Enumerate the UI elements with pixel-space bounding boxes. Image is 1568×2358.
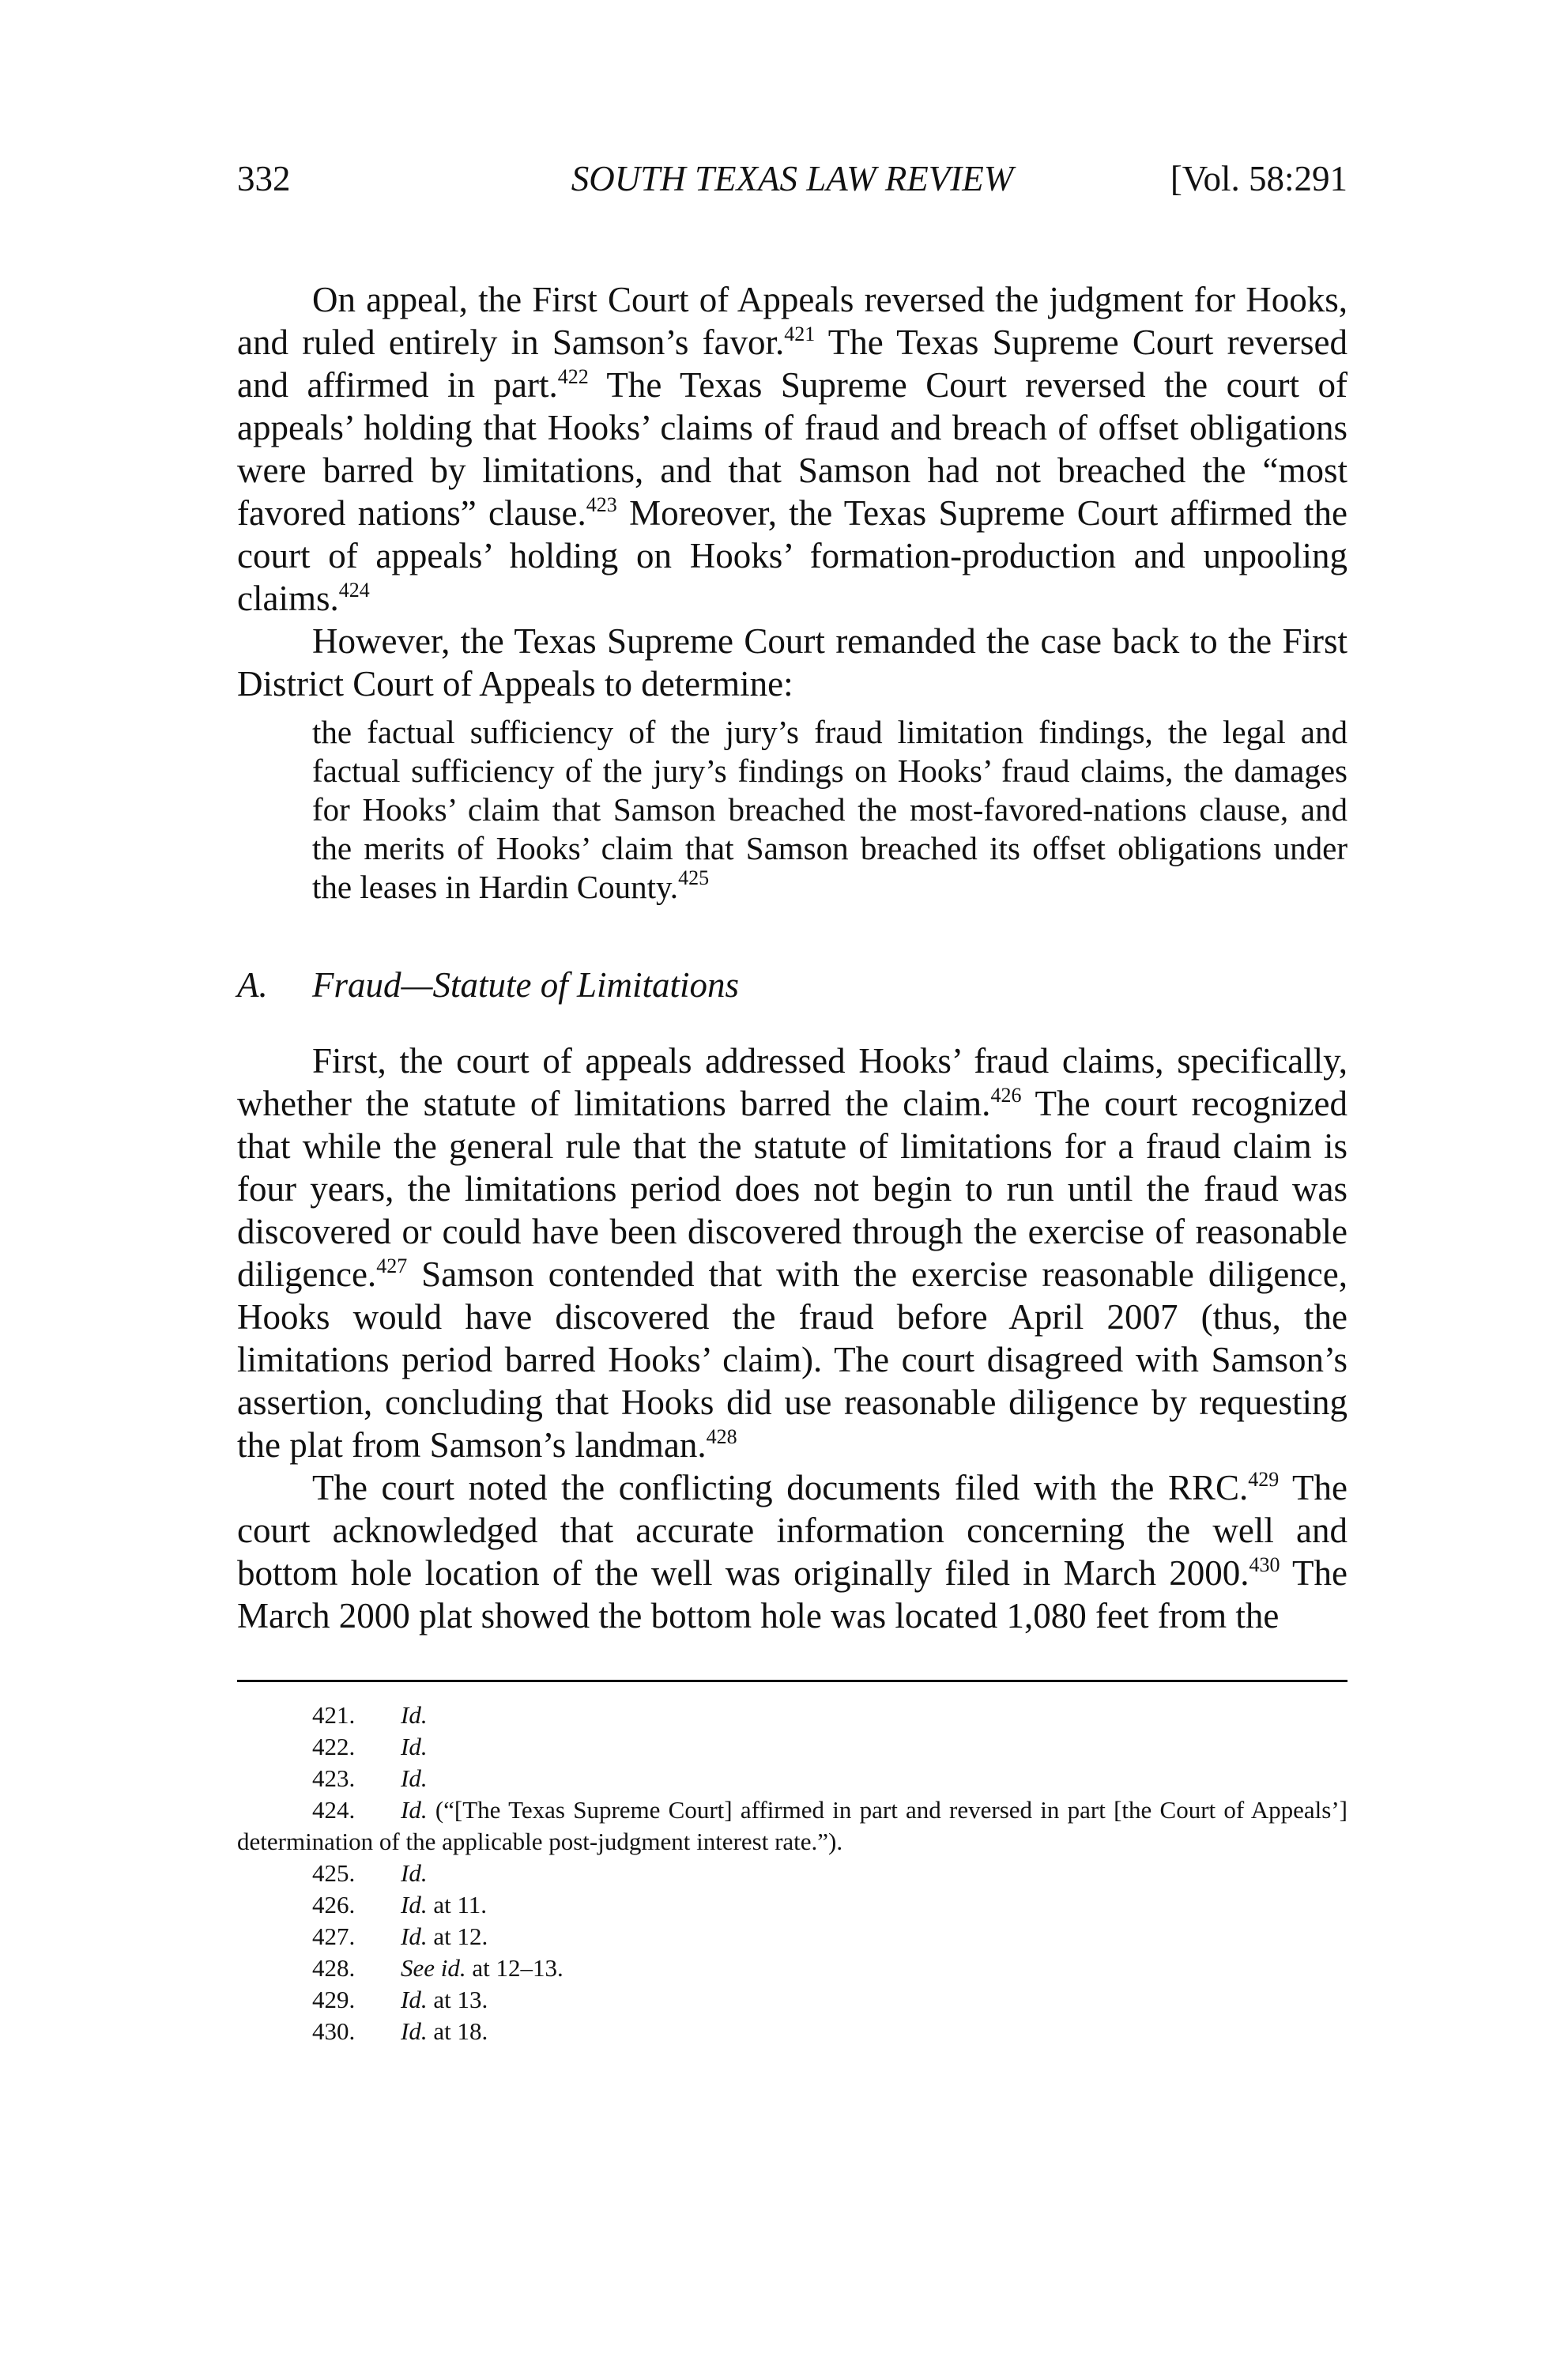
footnote-citation: Id. — [401, 1796, 428, 1824]
text-span: The Texas Supreme Court reversed and affirmed in part. — [237, 323, 1348, 405]
footnote-divider — [237, 1680, 1348, 1682]
section-label: A. — [237, 965, 268, 1005]
footnote-ref[interactable]: 423 — [586, 493, 617, 516]
footnote-ref[interactable]: 424 — [338, 579, 370, 602]
footnote-number: 424. — [312, 1796, 356, 1824]
text-span: Moreover, the Texas Supreme Court affirmed the court of appeals’ holding on Hooks’ formation-production and unpooling claims. — [237, 493, 1348, 618]
footnote-ref[interactable]: 425 — [678, 866, 710, 889]
footnote-ref[interactable]: 430 — [1249, 1553, 1280, 1576]
page-header — [237, 155, 1348, 202]
footnote-item — [237, 1794, 1348, 1858]
footnote-citation: See id. — [401, 1954, 466, 1982]
footnote-item — [237, 2016, 1348, 2047]
text-span: On appeal, the First Court of Appeals reversed the judgment for Hooks, and ruled entirely in Samson’s favor. — [237, 280, 1348, 362]
text-span: However, the Texas Supreme Court remanded the case back to the First District Court of Appeals to determine: — [237, 621, 1348, 704]
text-span: The court noted the conflicting documents filed with the RRC. — [312, 1468, 1249, 1507]
footnote-text: (“[The Texas Supreme Court] affirmed in part and reversed in part [the Court of Appeals’] determination of the applicable post-judgment interest rate.”). — [237, 1796, 1348, 1855]
footnote-ref[interactable]: 427 — [376, 1254, 408, 1277]
footnote-number: 425. — [312, 1859, 356, 1887]
footnote-ref[interactable]: 428 — [706, 1425, 737, 1448]
footnote-citation: Id. — [401, 2017, 428, 2045]
footnote-text: at 12–13. — [466, 1954, 564, 1982]
footnote-citation: Id. — [401, 1701, 428, 1729]
footnote-ref[interactable]: 421 — [784, 323, 816, 345]
footnote-number: 421. — [312, 1701, 356, 1729]
journal-title: SOUTH TEXAS LAW REVIEW — [571, 159, 1014, 198]
footnote-item — [237, 1731, 1348, 1763]
footnote-ref[interactable]: 422 — [557, 365, 589, 388]
footnote-item — [237, 1763, 1348, 1794]
section-title: Fraud—Statute of Limitations — [312, 965, 740, 1005]
volume-citation: [Vol. 58:291 — [1170, 159, 1348, 198]
footnote-number: 430. — [312, 2017, 356, 2045]
footnote-number: 427. — [312, 1922, 356, 1950]
block-quote — [312, 713, 1348, 907]
text-span: The court acknowledged that accurate information concerning the well and bottom hole location of the well was originally filed in March 2000. — [237, 1468, 1348, 1593]
footnote-number: 426. — [312, 1891, 356, 1918]
article-body — [237, 278, 1348, 1637]
footnote-number: 422. — [312, 1733, 356, 1760]
footnote-text: at 12. — [427, 1922, 488, 1950]
footnote-item — [237, 1952, 1348, 1984]
text-span: First, the court of appeals addressed Hooks’ fraud claims, specifically, whether the statute of limitations barred the claim. — [237, 1041, 1348, 1123]
paragraph-3 — [237, 1039, 1348, 1466]
paragraph-1 — [237, 278, 1348, 620]
footnote-citation: Id. — [401, 1733, 428, 1760]
text-span: the factual sufficiency of the jury’s fraud limitation findings, the legal and factual sufficiency of the jury’s findings on Hooks’ fraud claims, the damages for Hooks’ claim that Samson breached the most-favored-nations clause, and the merits of Hooks’ claim that Samson breached its offset obligations under the leases in Hardin County. — [312, 714, 1348, 905]
footnote-text: at 18. — [427, 2017, 488, 2045]
footnote-citation: Id. — [401, 1859, 428, 1887]
footnote-citation: Id. — [401, 1764, 428, 1792]
footnote-item — [237, 1700, 1348, 1731]
page-number: 332 — [237, 159, 291, 198]
footnote-citation: Id. — [401, 1986, 428, 2013]
footnote-item — [237, 1984, 1348, 2016]
paragraph-4 — [237, 1466, 1348, 1637]
footnote-ref[interactable]: 426 — [990, 1084, 1022, 1107]
footnote-citation: Id. — [401, 1891, 428, 1918]
text-span: The March 2000 plat showed the bottom hole was located 1,080 feet from the — [237, 1553, 1348, 1636]
footnotes — [237, 1700, 1348, 2047]
footnote-item — [237, 1889, 1348, 1921]
footnote-number: 428. — [312, 1954, 356, 1982]
text-span: Samson contended that with the exercise reasonable diligence, Hooks would have discovered the fraud before April 2007 (thus, the limitations period barred Hooks’ claim). The court disagreed with Samson’s assertion, concluding that Hooks did use reasonable diligence by requesting the plat from Samson’s landman. — [237, 1254, 1348, 1465]
text-span: The Texas Supreme Court reversed the court of appeals’ holding that Hooks’ claims of fraud and breach of offset obligations were barred by limitations, and that Samson had not breached the “most favored nations” clause. — [237, 365, 1348, 533]
footnote-citation: Id. — [401, 1922, 428, 1950]
footnote-number: 429. — [312, 1986, 356, 2013]
footnote-item — [237, 1858, 1348, 1889]
footnote-item — [237, 1921, 1348, 1952]
footnote-ref[interactable]: 429 — [1248, 1468, 1280, 1491]
footnote-text: at 11. — [427, 1891, 488, 1918]
paragraph-2 — [237, 620, 1348, 705]
footnote-number: 423. — [312, 1764, 356, 1792]
text-span: The court recognized that while the general rule that the statute of limitations for a fraud claim is four years, the limitations period does not begin to run until the fraud was discovered or could have been discovered through the exercise of reasonable diligence. — [237, 1084, 1348, 1294]
footnote-text: at 13. — [427, 1986, 488, 2013]
section-heading — [237, 964, 1348, 1006]
